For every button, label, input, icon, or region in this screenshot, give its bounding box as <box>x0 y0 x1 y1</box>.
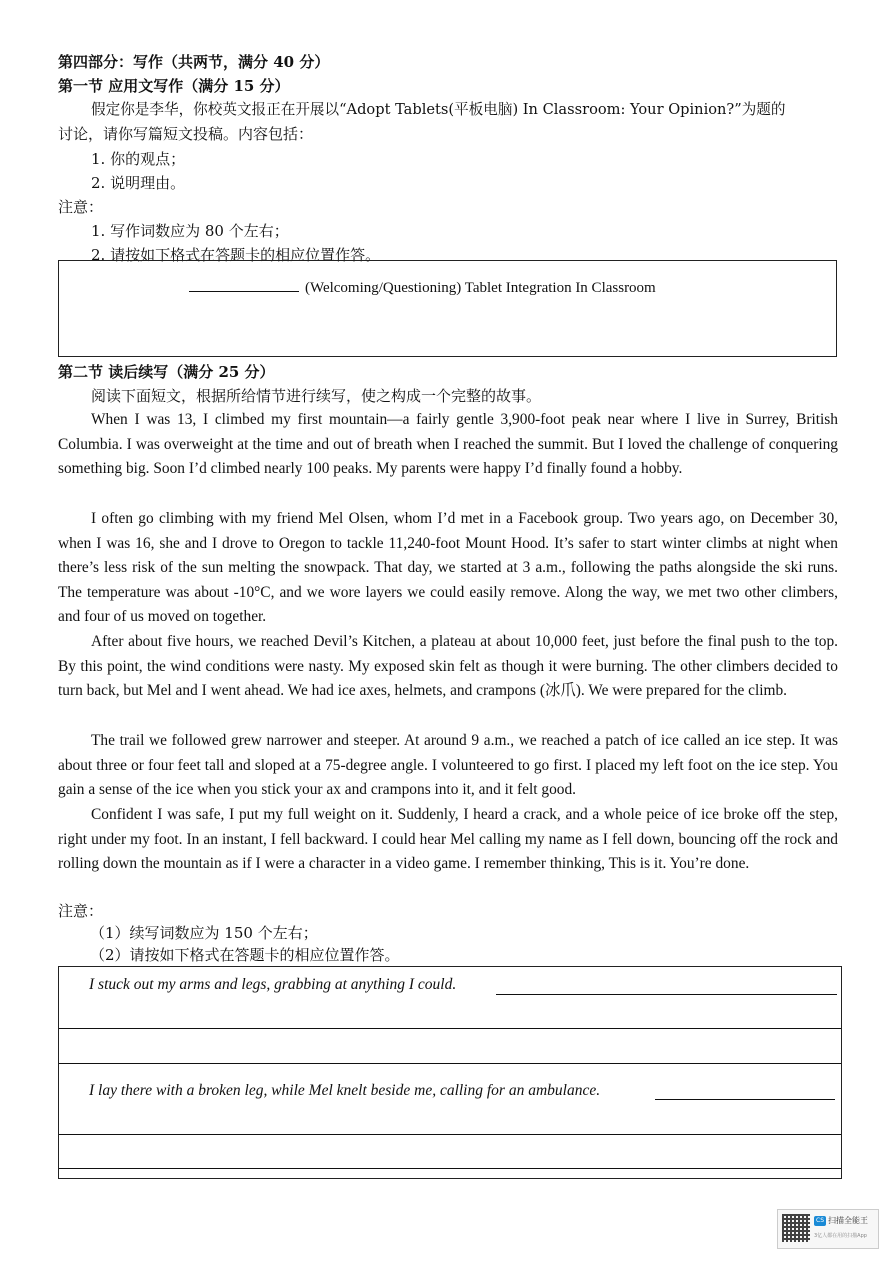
continuation-answer-box <box>58 966 842 1179</box>
part-title: 第四部分：写作（共两节，满分 40 分） <box>58 53 330 71</box>
box-title-line <box>189 279 656 297</box>
camscanner-logo: CS <box>816 1217 824 1224</box>
content-item-2: 2. 说明理由。 <box>91 174 186 192</box>
content-item-1: 1. 你的观点； <box>91 150 186 168</box>
watermark-title: 扫描全能王 <box>828 1216 868 1225</box>
answer-line <box>59 1028 841 1029</box>
qr-code-icon <box>782 1214 810 1242</box>
continuation-note-2: （2）请按如下格式在答题卡的相应位置作答。 <box>90 946 400 964</box>
prompt-2: I lay there with a broken leg, while Mel knelt beside me, calling for an ambulance. <box>89 1082 601 1099</box>
watermark-subtitle: 3亿人都在用的扫描App <box>814 1233 867 1239</box>
scanner-watermark <box>777 1209 879 1249</box>
prompt-line-1: 假定你是李华，你校英文报正在开展以“Adopt Tablets(平板电脑) In Classroom: Your Opinion?”为题的 <box>91 101 786 118</box>
box-title: (Welcoming/Questioning) Tablet Integration In Classroom <box>305 280 656 296</box>
answer-line <box>59 1134 841 1135</box>
answer-line <box>655 1099 835 1100</box>
story-paragraph-1: When I was 13, I climbed my first mountain—a fairly gentle 3,900-foot peak near where I live in Surrey, British Columbia. I was overweight at the time and out of breath when I reached the summit. But I loved the challenge of conquering something big. Soon I’d climbed nearly 100 peaks. My parents were happy I’d finally found a hobby. <box>58 411 838 477</box>
answer-line <box>59 1063 841 1064</box>
note-item-2: 2. 请按如下格式在答题卡的相应位置作答。 <box>91 246 381 264</box>
prompt-1: I stuck out my arms and legs, grabbing at anything I could. <box>89 976 457 993</box>
note-item-1: 1. 写作词数应为 80 个左右； <box>91 222 289 240</box>
writing-answer-box <box>58 260 837 357</box>
story-paragraph-5: Confident I was safe, I put my full weight on it. Suddenly, I heard a crack, and a whole peice of ice broke off the step, right under my foot. In an instant, I fell backward. I could hear Mel calling my name as I fell down, bouncing off the rock and rolling down the mountain as if I were a character in a video game. I remember thinking, This is it. You’re done. <box>58 806 838 872</box>
title-blank <box>189 279 299 292</box>
story-paragraph-4: The trail we followed grew narrower and steeper. At around 9 a.m., we reached a patch of ice called an ice step. It was about three or four feet tall and sloped at a 75-degree angle. I volunteered to go first. I placed my left foot on the ice step. You gain a sense of the ice when you stick your ax and crampons into it, and it felt good. <box>58 732 838 798</box>
story-paragraph-2: I often go climbing with my friend Mel Olsen, whom I’d met in a Facebook group. Two years ago, on December 30, when I was 16, she and I drove to Oregon to tackle 11,240-foot Mount Hood. It’s safer to start winter climbs at night when there’s less risk of the sun melting the snowpack. That day, we started at 3 a.m., following the paths alongside the ski runs. The temperature was about -10°C, and we wore layers we could easily remove. Along the way, we met two other climbers, and four of us moved on together. <box>58 510 838 625</box>
answer-line <box>59 1168 841 1169</box>
section2-title: 第二节 读后续写（满分 25 分） <box>58 363 275 381</box>
answer-line <box>496 994 837 995</box>
notes-label: 注意： <box>58 198 104 216</box>
prompt-line-2: 讨论，请你写篇短文投稿。内容包括： <box>58 125 314 143</box>
continuation-note-1: （1）续写词数应为 150 个左右； <box>90 924 318 942</box>
notes-label-2: 注意： <box>58 902 104 920</box>
section1-title: 第一节 应用文写作（满分 15 分） <box>58 77 290 95</box>
story-paragraph-3: After about five hours, we reached Devil’s Kitchen, a plateau at about 10,000 feet, just before the final push to the top. By this point, the wind conditions were nasty. My exposed skin felt as though it were burning. The other climbers decided to turn back, but Mel and I went ahead. We had ice axes, helmets, and crampons (冰爪). We were prepared for the climb. <box>58 633 838 699</box>
instruction: 阅读下面短文，根据所给情节进行续写，使之构成一个完整的故事。 <box>91 387 542 405</box>
